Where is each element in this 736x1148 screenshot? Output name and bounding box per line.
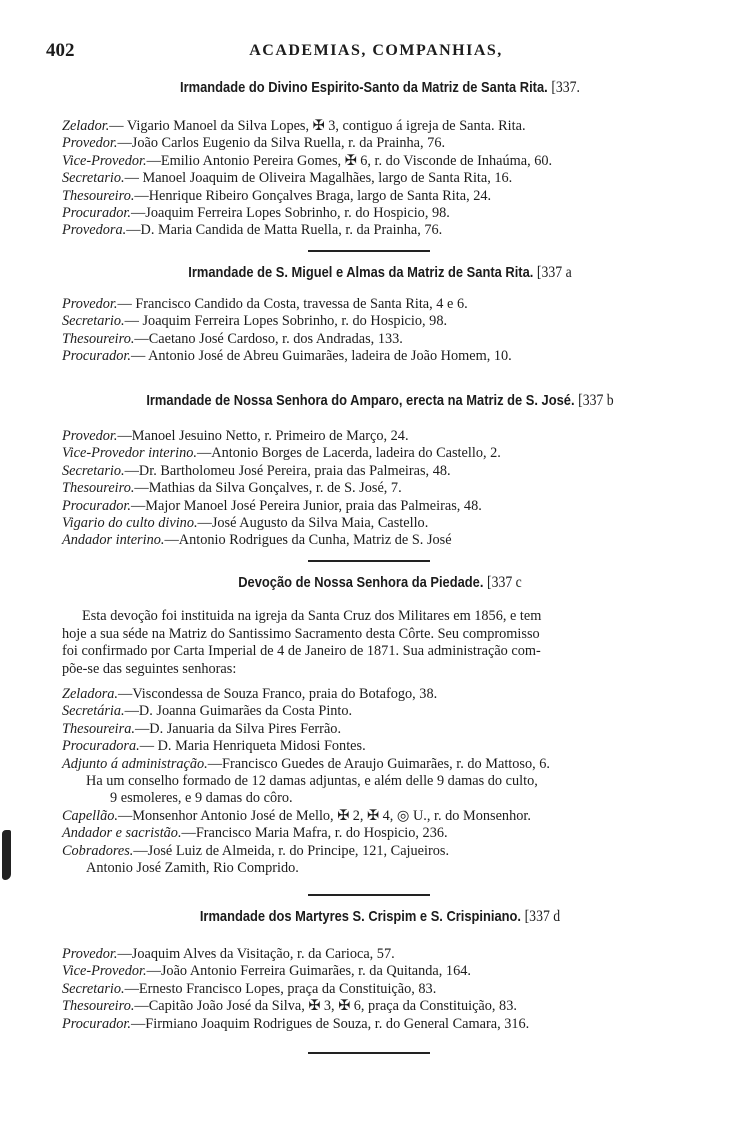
officer-detail: —Manoel Jesuino Netto, r. Primeiro de Março, 24. (117, 428, 409, 444)
officer-role: Provedor. (62, 135, 118, 152)
officer-detail: —Dr. Bartholomeu José Pereira, praia das Palmeiras, 48. (124, 462, 451, 479)
officer-detail: —D. Maria Candida de Matta Ruella, r. da Prainha, 76. (126, 222, 443, 239)
officer-role: Thesoureira. (62, 720, 135, 737)
officer-entry (62, 463, 702, 480)
officer-role: Cobradores. (62, 842, 134, 859)
officer-entry (62, 313, 702, 330)
officer-entry (62, 843, 702, 860)
section-divider (308, 894, 430, 896)
officer-role: Capellão. (62, 807, 118, 824)
officer-detail: —João Antonio Ferreira Guimarães, r. da Quitanda, 164. (146, 963, 471, 980)
officer-detail: —Caetano José Cardoso, r. dos Andradas, 133. (134, 330, 403, 347)
section-title-text: Irmandade de Nossa Senhora do Amparo, erecta na Matriz de S. José. (146, 392, 575, 409)
officer-detail: —Major Manoel José Pereira Junior, praia das Palmeiras, 48. (130, 497, 482, 514)
officer-detail: —Ernesto Francisco Lopes, praça da Constituição, 83. (124, 980, 437, 997)
officer-entry (62, 331, 702, 348)
officer-entry (62, 348, 702, 365)
officer-entry (62, 703, 702, 720)
section-title-text: Irmandade do Divino Espirito-Santo da Matriz de Santa Rita. (180, 79, 548, 96)
officer-detail: —Joaquim Ferreira Lopes Sobrinho, r. do Hospicio, 98. (130, 204, 450, 221)
officer-list (62, 118, 702, 240)
section-title (105, 392, 655, 410)
officer-list (62, 296, 702, 366)
officer-entry (62, 222, 702, 239)
officer-entry (62, 188, 702, 205)
officer-detail: —Capitão João José da Silva, ✠ 3, ✠ 6, praça da Constituição, 83. (134, 998, 517, 1015)
officer-role: Andador e sacristão. (62, 825, 182, 842)
officer-entry (62, 118, 702, 135)
officer-entry (62, 963, 702, 980)
officer-detail: —D. Joanna Guimarães da Costa Pinto. (124, 703, 353, 720)
paragraph-line: foi confirmado por Carta Imperial de 4 de Janeiro de 1871. Sua administração com- (62, 643, 541, 660)
officer-detail: — Joaquim Ferreira Lopes Sobrinho, r. do Hospicio, 98. (124, 313, 448, 330)
officer-extra-line: Antonio José Zamith, Rio Comprido. (86, 859, 299, 876)
officer-detail: — Francisco Candido da Costa, travessa de Santa Rita, 4 e 6. (117, 296, 468, 312)
officer-role: Thesoureiro. (62, 998, 135, 1015)
officer-role: Procurador. (62, 1015, 131, 1032)
officer-role: Zeladora. (62, 686, 119, 702)
officer-entry (62, 946, 702, 963)
officer-detail: —Viscondessa de Souza Franco, praia do Botafogo, 38. (118, 686, 438, 702)
officer-detail: —Mathias da Silva Gonçalves, r. de S. José, 7. (134, 480, 402, 497)
section-ref: [337 b (578, 392, 614, 409)
paragraph-line: Esta devoção foi instituida na igreja da Santa Cruz dos Militares em 1856, e tem (82, 608, 542, 624)
officer-role: Secretario. (62, 170, 125, 187)
ink-blot (2, 830, 11, 880)
section-ref: [337 d (524, 908, 561, 925)
section-title-text: Irmandade dos Martyres S. Crispim e S. Crispiniano. (199, 908, 522, 925)
officer-detail: —Henrique Ribeiro Gonçalves Braga, largo de Santa Rita, 24. (134, 187, 492, 204)
officer-role: Vice-Provedor. (62, 963, 147, 980)
officer-detail: — Manoel Joaquim de Oliveira Magalhães, largo de Santa Rita, 16. (124, 170, 513, 187)
officer-role: Andador interino. (62, 532, 165, 549)
officer-role: Vigario do culto divino. (62, 514, 198, 531)
officer-detail: — D. Maria Henriqueta Midosi Fontes. (139, 738, 366, 755)
section-title (105, 574, 655, 592)
section-title (105, 908, 655, 926)
officer-entry (62, 445, 702, 462)
officer-entry (62, 721, 702, 738)
officer-entry (62, 808, 702, 825)
council-note-line: 9 esmoleres, e 9 damas do côro. (110, 790, 293, 807)
officer-detail: —João Carlos Eugenio da Silva Ruella, r. da Prainha, 76. (117, 135, 446, 152)
officer-role: Zelador. (62, 118, 110, 134)
officer-entry (62, 738, 702, 755)
officer-role: Secretario. (62, 313, 125, 330)
officer-entry (62, 296, 702, 313)
officer-entry (62, 515, 702, 532)
officer-detail: —José Augusto da Silva Maia, Castello. (197, 514, 429, 531)
officer-entry (62, 998, 702, 1015)
section-divider (308, 1052, 430, 1054)
section-title-text: Devoção de Nossa Senhora da Piedade. (238, 574, 484, 591)
section-divider (308, 560, 430, 562)
officer-role: Vice-Provedor interino. (62, 445, 197, 462)
officer-role: Provedor. (62, 428, 118, 444)
officer-detail: —Emilio Antonio Pereira Gomes, ✠ 6, r. do Visconde de Inhaúma, 60. (146, 152, 553, 169)
officer-role: Secretario. (62, 980, 125, 997)
officer-entry (62, 1016, 702, 1033)
officer-entry (62, 981, 702, 998)
page-header (36, 40, 716, 62)
officer-entry (62, 498, 702, 515)
officer-role: Thesoureiro. (62, 480, 135, 497)
section-title (105, 79, 655, 97)
running-head: ACADEMIAS, COMPANHIAS, (249, 42, 503, 59)
officer-entry (62, 532, 702, 549)
officer-role: Provedor. (62, 946, 118, 962)
paragraph-line: põe-se das seguintes senhoras: (62, 660, 237, 677)
officer-detail: —Francisco Guedes de Araujo Guimarães, r. do Mattoso, 6. (207, 755, 551, 772)
officer-list (62, 946, 702, 1033)
officer-detail: — Antonio José de Abreu Guimarães, ladeira de João Homem, 10. (130, 348, 512, 365)
officer-role: Provedor. (62, 296, 118, 312)
officer-entry (62, 170, 702, 187)
officer-entry (62, 686, 702, 703)
officer-entry (62, 205, 702, 222)
officer-role: Thesoureiro. (62, 330, 135, 347)
officer-detail: —Antonio Borges de Lacerda, ladeira do Castello, 2. (196, 445, 501, 462)
officer-entry (62, 480, 702, 497)
officer-role: Secretária. (62, 703, 125, 720)
intro-paragraph (62, 608, 702, 678)
section-ref: [337 a (536, 264, 572, 281)
officer-list (62, 686, 702, 877)
officer-role: Procuradora. (62, 738, 140, 755)
officer-role: Procurador. (62, 348, 131, 365)
officer-detail: —José Luiz de Almeida, r. do Principe, 121, Cajueiros. (133, 842, 450, 859)
section-ref: [337. (551, 79, 580, 96)
officer-entry (62, 135, 702, 152)
officer-detail: —D. Januaria da Silva Pires Ferrão. (134, 720, 342, 737)
officer-entry (62, 825, 702, 842)
officer-role: Thesoureiro. (62, 187, 135, 204)
section-divider (308, 250, 430, 252)
officer-role: Vice-Provedor. (62, 152, 147, 169)
council-note-line: Ha um conselho formado de 12 damas adjuntas, e além delle 9 damas do culto, (86, 772, 538, 789)
officer-role: Provedora. (62, 222, 127, 239)
officer-entry (62, 756, 702, 773)
page-number: 402 (46, 40, 75, 61)
officer-detail: —Joaquim Alves da Visitação, r. da Carioca, 57. (117, 946, 395, 962)
officer-entry (62, 153, 702, 170)
officer-role: Adjunto á administração. (62, 755, 208, 772)
section-title-text: Irmandade de S. Miguel e Almas da Matriz de Santa Rita. (188, 264, 534, 281)
officer-role: Secretario. (62, 462, 125, 479)
officer-detail: —Monsenhor Antonio José de Mello, ✠ 2, ✠ 4, ◎ U., r. do Monsenhor. (118, 807, 531, 824)
officer-list (62, 428, 702, 550)
officer-detail: —Firmiano Joaquim Rodrigues de Souza, r. do General Camara, 316. (130, 1015, 530, 1032)
officer-role: Procurador. (62, 497, 131, 514)
officer-entry (62, 428, 702, 445)
section-title (105, 264, 655, 282)
officer-detail: —Antonio Rodrigues da Cunha, Matriz de S. José (164, 532, 452, 549)
officer-detail: — Vigario Manoel da Silva Lopes, ✠ 3, contiguo á igreja de Santa. Rita. (109, 118, 526, 134)
officer-role: Procurador. (62, 204, 131, 221)
section-ref: [337 c (487, 574, 522, 591)
paragraph-line: hoje a sua séde na Matriz do Santissimo Sacramento desta Côrte. Seu compromisso (62, 625, 540, 642)
officer-detail: —Francisco Maria Mafra, r. do Hospicio, 236. (181, 825, 448, 842)
